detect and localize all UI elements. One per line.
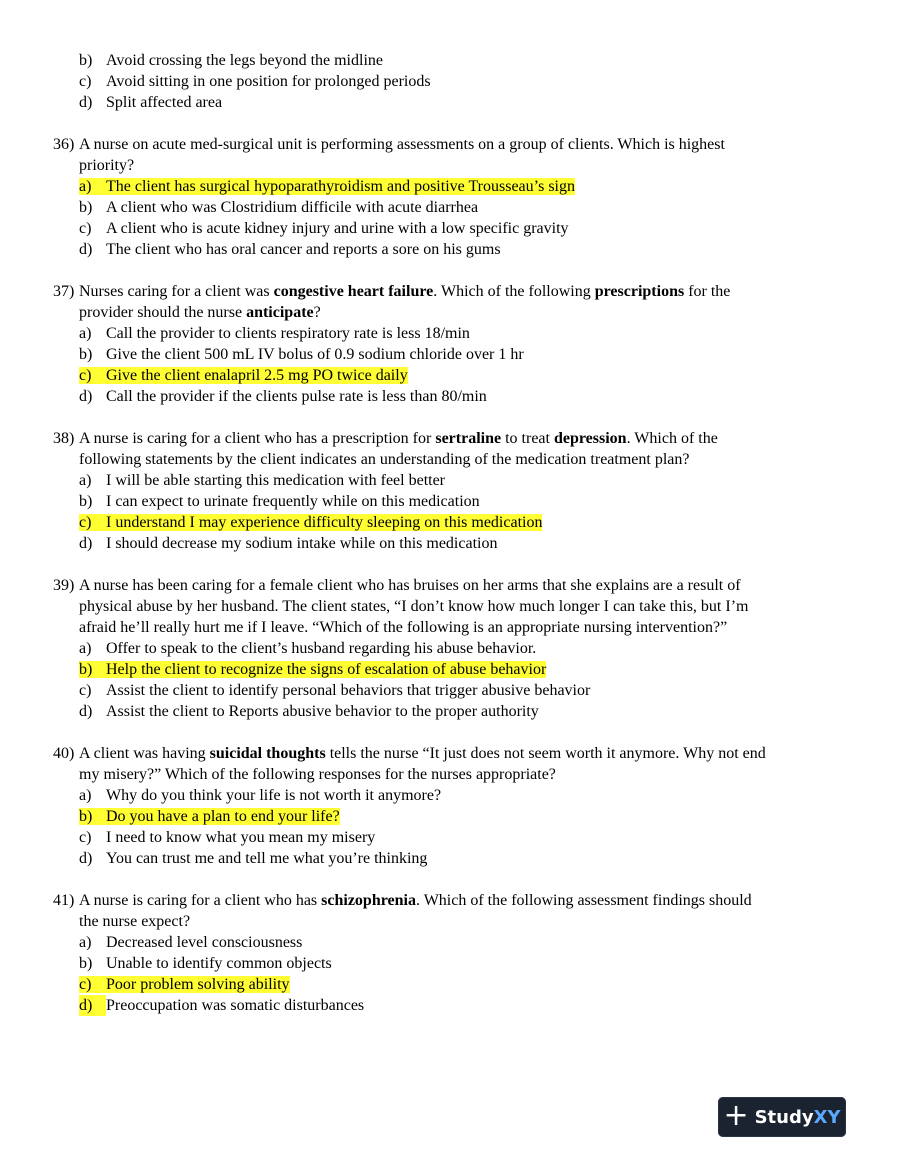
question-text-line bbox=[0, 428, 900, 449]
question-text: to treat bbox=[501, 430, 554, 447]
option-letter: c) bbox=[79, 73, 92, 90]
option-letter: a) bbox=[79, 472, 92, 489]
question-text-line bbox=[0, 155, 900, 176]
question-text-line bbox=[0, 890, 900, 911]
answer-option bbox=[0, 659, 900, 680]
question-text-line bbox=[0, 281, 900, 302]
option-letter: b) bbox=[79, 346, 93, 363]
highlighted-answer bbox=[79, 661, 546, 678]
option-letter: c) bbox=[79, 682, 92, 699]
option-text: Poor problem solving ability bbox=[106, 976, 290, 993]
option-text: Why do you think your life is not worth it anymore? bbox=[106, 787, 442, 804]
question-number: 37) bbox=[53, 283, 75, 300]
option-text: Decreased level consciousness bbox=[106, 934, 303, 951]
option-letter: d) bbox=[79, 94, 93, 111]
question-text-line bbox=[0, 617, 900, 638]
question-text-line bbox=[0, 134, 900, 155]
emphasis-text: schizophrenia bbox=[321, 892, 416, 909]
option-text: Give the client 500 mL IV bolus of 0.9 sodium chloride over 1 hr bbox=[106, 346, 524, 363]
option-letter: b) bbox=[79, 808, 93, 825]
question-number: 36) bbox=[53, 136, 75, 153]
question-number: 40) bbox=[53, 745, 75, 762]
highlighted-answer bbox=[79, 514, 542, 531]
answer-option bbox=[0, 239, 900, 260]
question-number: 41) bbox=[53, 892, 75, 909]
question-text: provider should the nurse bbox=[79, 304, 247, 321]
option-text: Assist the client to identify personal behaviors that trigger abusive behavior bbox=[106, 682, 591, 699]
question-text-line bbox=[0, 449, 900, 470]
answer-option bbox=[0, 953, 900, 974]
option-letter: a) bbox=[79, 178, 92, 195]
option-text: Help the client to recognize the signs of escalation of abuse behavior bbox=[106, 661, 547, 678]
option-text: Split affected area bbox=[106, 94, 223, 111]
option-text: Call the provider if the clients pulse rate is less than 80/min bbox=[106, 388, 487, 405]
brand-text-main: Study bbox=[754, 1106, 814, 1128]
plus-icon: + bbox=[723, 1097, 749, 1133]
question-text: ? bbox=[313, 304, 321, 321]
emphasis-text: suicidal thoughts bbox=[209, 745, 326, 762]
question-text: . Which of the following bbox=[433, 283, 595, 300]
highlighted-answer bbox=[79, 808, 340, 825]
highlighted-answer bbox=[79, 367, 408, 384]
emphasis-text: congestive heart failure bbox=[273, 283, 434, 300]
option-text: Offer to speak to the client’s husband regarding his abuse behavior. bbox=[106, 640, 537, 657]
option-text: I need to know what you mean my misery bbox=[106, 829, 376, 846]
question-text: tells the nurse “It just does not seem worth it anymore. Why not end bbox=[325, 745, 766, 762]
option-letter: b) bbox=[79, 52, 93, 69]
question-text: Nurses caring for a client was bbox=[79, 283, 274, 300]
question-list bbox=[0, 113, 900, 1016]
option-text: I will be able starting this medication with feel better bbox=[106, 472, 446, 489]
question-text-line bbox=[0, 911, 900, 932]
brand-text-accent: XY bbox=[813, 1106, 841, 1128]
option-text: I should decrease my sodium intake while on this medication bbox=[106, 535, 498, 552]
question-36 bbox=[0, 134, 900, 260]
spacer bbox=[0, 869, 900, 890]
answer-option bbox=[0, 995, 900, 1016]
option-letter: c) bbox=[79, 220, 92, 237]
question-text: A nurse has been caring for a female client who has bruises on her arms that she explains are a result of bbox=[79, 577, 741, 594]
option-letter: a) bbox=[79, 787, 92, 804]
answer-option bbox=[0, 848, 900, 869]
option-letter: a) bbox=[79, 325, 92, 342]
option-text: I can expect to urinate frequently while on this medication bbox=[106, 493, 480, 510]
answer-option bbox=[0, 323, 900, 344]
question-text: . Which of the bbox=[626, 430, 718, 447]
document-page bbox=[0, 50, 900, 1016]
option-letter: b) bbox=[79, 493, 93, 510]
option-letter: c) bbox=[79, 976, 92, 993]
option-letter: d) bbox=[79, 241, 93, 258]
option-letter: c) bbox=[79, 514, 92, 531]
option-text: The client has surgical hypoparathyroidism and positive Trousseau’s sign bbox=[106, 178, 575, 195]
answer-option bbox=[0, 344, 900, 365]
answer-option bbox=[0, 71, 900, 92]
option-letter: d) bbox=[79, 703, 93, 720]
option-text: Assist the client to Reports abusive behavior to the proper authority bbox=[106, 703, 539, 720]
option-text: Avoid sitting in one position for prolonged periods bbox=[106, 73, 431, 90]
question-text: A nurse is caring for a client who has a prescription for bbox=[79, 430, 436, 447]
option-text: Give the client enalapril 2.5 mg PO twice daily bbox=[106, 367, 408, 384]
question-39 bbox=[0, 575, 900, 722]
question-text: A nurse on acute med-surgical unit is performing assessments on a group of clients. Which is highest bbox=[79, 136, 725, 153]
option-text: You can trust me and tell me what you’re thinking bbox=[106, 850, 428, 867]
carryover-options bbox=[0, 50, 900, 113]
question-text: physical abuse by her husband. The client states, “I don’t know how much longer I can take this, but I’m bbox=[79, 598, 749, 615]
option-text: A client who is acute kidney injury and urine with a low specific gravity bbox=[106, 220, 569, 237]
option-letter: d) bbox=[79, 388, 93, 405]
question-text: A nurse is caring for a client who has bbox=[79, 892, 322, 909]
option-text: I understand I may experience difficulty sleeping on this medication bbox=[106, 514, 543, 531]
answer-option bbox=[0, 92, 900, 113]
answer-option bbox=[0, 701, 900, 722]
answer-option bbox=[0, 218, 900, 239]
studyxy-badge[interactable] bbox=[718, 1097, 846, 1137]
question-40 bbox=[0, 743, 900, 869]
emphasis-text: anticipate bbox=[246, 304, 314, 321]
answer-option bbox=[0, 512, 900, 533]
option-letter: a) bbox=[79, 934, 92, 951]
answer-option bbox=[0, 827, 900, 848]
question-38 bbox=[0, 428, 900, 554]
option-text: The client who has oral cancer and reports a sore on his gums bbox=[106, 241, 501, 258]
answer-option bbox=[0, 491, 900, 512]
question-text: A client was having bbox=[79, 745, 210, 762]
answer-option bbox=[0, 638, 900, 659]
option-text: Unable to identify common objects bbox=[106, 955, 332, 972]
option-text: Call the provider to clients respiratory rate is less 18/min bbox=[106, 325, 470, 342]
question-text: for the bbox=[684, 283, 731, 300]
question-text: afraid he’ll really hurt me if I leave. “Which of the following is an appropriate nursing intervention?” bbox=[79, 619, 728, 636]
answer-option bbox=[0, 785, 900, 806]
question-text-line bbox=[0, 764, 900, 785]
option-text: Preoccupation was somatic disturbances bbox=[106, 997, 365, 1014]
answer-option bbox=[0, 470, 900, 491]
question-37 bbox=[0, 281, 900, 407]
option-text: A client who was Clostridium difficile with acute diarrhea bbox=[106, 199, 479, 216]
emphasis-text: prescriptions bbox=[594, 283, 685, 300]
spacer bbox=[0, 722, 900, 743]
question-text: following statements by the client indicates an understanding of the medication treatment plan? bbox=[79, 451, 690, 468]
option-letter: c) bbox=[79, 829, 92, 846]
spacer bbox=[0, 113, 900, 134]
option-text: Avoid crossing the legs beyond the midline bbox=[106, 52, 383, 69]
answer-option bbox=[0, 533, 900, 554]
option-letter: b) bbox=[79, 955, 93, 972]
option-letter: d) bbox=[79, 535, 93, 552]
option-text: Do you have a plan to end your life? bbox=[106, 808, 340, 825]
option-letter: d) bbox=[79, 850, 93, 867]
answer-option bbox=[0, 365, 900, 386]
question-number: 38) bbox=[53, 430, 75, 447]
question-text-line bbox=[0, 743, 900, 764]
question-number: 39) bbox=[53, 577, 75, 594]
emphasis-text: sertraline bbox=[435, 430, 502, 447]
question-text: priority? bbox=[79, 157, 135, 174]
question-text-line bbox=[0, 302, 900, 323]
spacer bbox=[0, 260, 900, 281]
answer-option bbox=[0, 197, 900, 218]
answer-option bbox=[0, 806, 900, 827]
option-letter: d) bbox=[79, 995, 106, 1016]
highlighted-answer bbox=[79, 178, 575, 195]
question-text: my misery?” Which of the following responses for the nurses appropriate? bbox=[79, 766, 556, 783]
answer-option bbox=[0, 974, 900, 995]
question-41 bbox=[0, 890, 900, 1016]
spacer bbox=[0, 407, 900, 428]
question-text: the nurse expect? bbox=[79, 913, 191, 930]
emphasis-text: depression bbox=[553, 430, 627, 447]
option-letter: c) bbox=[79, 367, 92, 384]
spacer bbox=[0, 554, 900, 575]
answer-option bbox=[0, 680, 900, 701]
question-text-line bbox=[0, 575, 900, 596]
question-text: . Which of the following assessment findings should bbox=[415, 892, 752, 909]
answer-option bbox=[0, 176, 900, 197]
answer-option bbox=[0, 932, 900, 953]
answer-option bbox=[0, 386, 900, 407]
highlighted-answer bbox=[79, 976, 290, 993]
option-letter: b) bbox=[79, 661, 93, 678]
question-text-line bbox=[0, 596, 900, 617]
answer-option bbox=[0, 50, 900, 71]
option-letter: a) bbox=[79, 640, 92, 657]
option-letter: b) bbox=[79, 199, 93, 216]
